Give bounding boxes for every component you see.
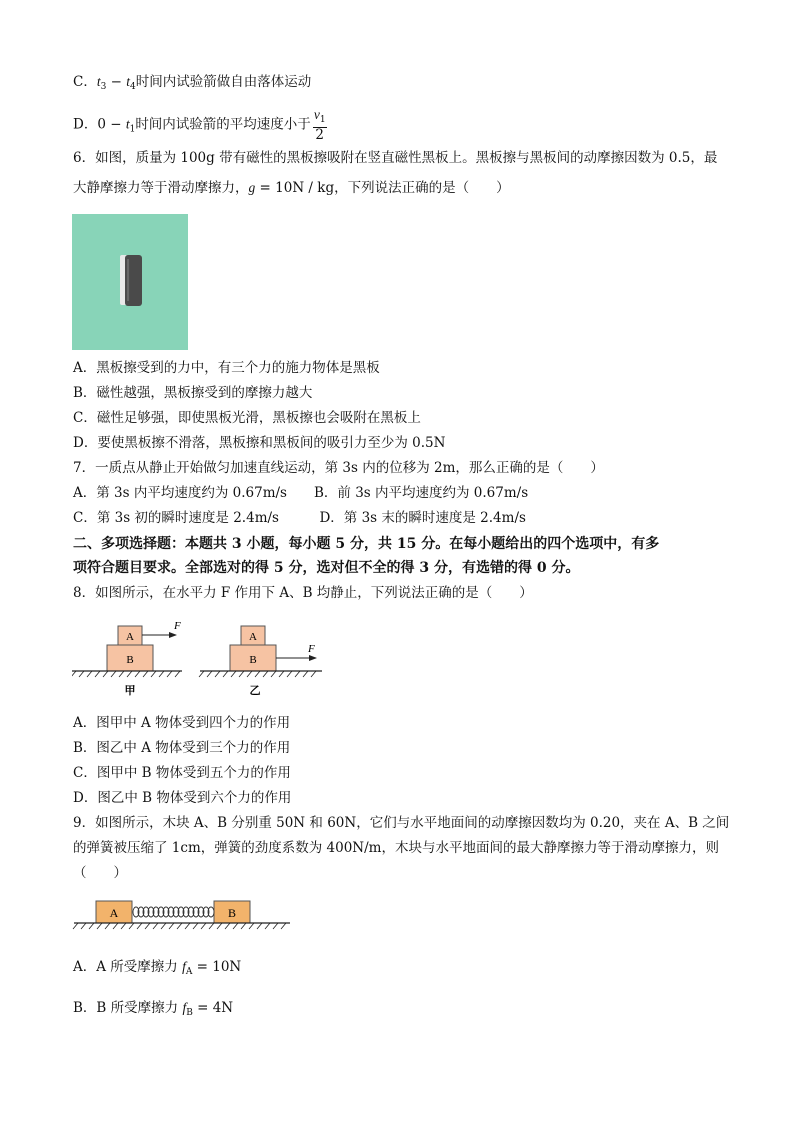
figure-jia bbox=[72, 620, 182, 697]
q6-option-d: D．要使黑板擦不滑落，黑板擦和黑板间的吸引力至少为 0.5N bbox=[73, 435, 446, 451]
q9-label-a: A bbox=[109, 906, 119, 920]
q5-option-c: C．$t_3 - t_4$时间内试验箭做自由落体运动 bbox=[73, 74, 312, 92]
figure-yi bbox=[199, 626, 322, 697]
q6-option-c: C．磁性足够强，即使黑板光滑，黑板擦也会吸附在黑板上 bbox=[73, 410, 421, 426]
q8-option-b: B．图乙中 A 物体受到三个力的作用 bbox=[73, 740, 291, 756]
q8-option-d: D．图乙中 B 物体受到六个力的作用 bbox=[73, 790, 292, 806]
q6-stem-line2: 大静摩擦力等于滑动摩擦力，g = 10N / kg，下列说法正确的是（ ） bbox=[73, 180, 510, 196]
caption-jia: 甲 bbox=[124, 684, 136, 697]
q8-option-c: C．图甲中 B 物体受到五个力的作用 bbox=[73, 765, 291, 781]
section2-heading-line1: 二、多项选择题：本题共 3 小题，每小题 5 分，共 15 分。在每小题给出的四个选项中，有多 bbox=[73, 536, 660, 552]
q8-option-a: A．图甲中 A 物体受到四个力的作用 bbox=[73, 715, 291, 731]
q6-option-a: A．黑板擦受到的力中，有三个力的施力物体是黑板 bbox=[73, 360, 380, 376]
q5-option-d: D．$0 - t_1$时间内试验箭的平均速度小于 $\frac{v_1}{2}$ bbox=[73, 107, 326, 143]
q7-stem: 7．一质点从静止开始做匀加速直线运动，第 3s 内的位移为 2m，那么正确的是（ ） bbox=[73, 460, 604, 476]
q7-options-row2: C．第 3s 初的瞬时速度是 2.4m/s D．第 3s 末的瞬时速度是 2.4m/s bbox=[73, 510, 526, 526]
fraction-v1-over-2: $\frac{v_1}{2}$ bbox=[313, 107, 326, 143]
jia-label-f: F bbox=[174, 620, 181, 632]
yi-label-a: A bbox=[249, 631, 257, 643]
q9-spring-figure bbox=[72, 896, 294, 936]
q9-stem-line3: （ ） bbox=[73, 865, 127, 881]
q9-stem-line2: 的弹簧被压缩了 1cm，弹簧的劲度系数为 400N/m，木块与水平地面间的最大静摩擦力等于滑动摩擦力，则 bbox=[73, 840, 719, 856]
caption-yi: 乙 bbox=[249, 684, 261, 697]
yi-label-b: B bbox=[249, 654, 257, 666]
blackboard-eraser-figure bbox=[72, 214, 188, 350]
q9-stem-line1: 9．如图所示，木块 A、B 分别重 50N 和 60N，它们与水平地面间的动摩擦因数均为 0.20，夹在 A、B 之间 bbox=[73, 815, 730, 831]
q9-option-b: B．B 所受摩擦力 $f_B = 4N$ bbox=[73, 1000, 234, 1018]
q9-option-a: A．A 所受摩擦力 $f_A = 10N$ bbox=[73, 959, 242, 977]
jia-label-b: B bbox=[126, 654, 134, 666]
yi-label-f: F bbox=[308, 643, 315, 655]
q8-stem: 8．如图所示，在水平力 F 作用下 A、B 均静止，下列说法正确的是（ ） bbox=[73, 585, 533, 601]
section2-heading-line2: 项符合题目要求。全部选对的得 5 分，选对但不全的得 3 分，有选错的得 0 分。 bbox=[73, 560, 580, 576]
q7-options-row1: A．第 3s 内平均速度约为 0.67m/s B．前 3s 内平均速度约为 0.67m/s bbox=[73, 485, 529, 501]
jia-label-a: A bbox=[126, 631, 134, 643]
q9-spring bbox=[133, 907, 214, 917]
q8-figure bbox=[72, 614, 332, 700]
q6-stem-line1: 6．如图，质量为 100g 带有磁性的黑板擦吸附在竖直磁性黑板上。黑板擦与黑板间的动摩擦因数为 0.5，最 bbox=[73, 150, 718, 166]
q9-label-b: B bbox=[227, 906, 237, 920]
q6-option-b: B．磁性越强，黑板擦受到的摩擦力越大 bbox=[73, 385, 313, 401]
